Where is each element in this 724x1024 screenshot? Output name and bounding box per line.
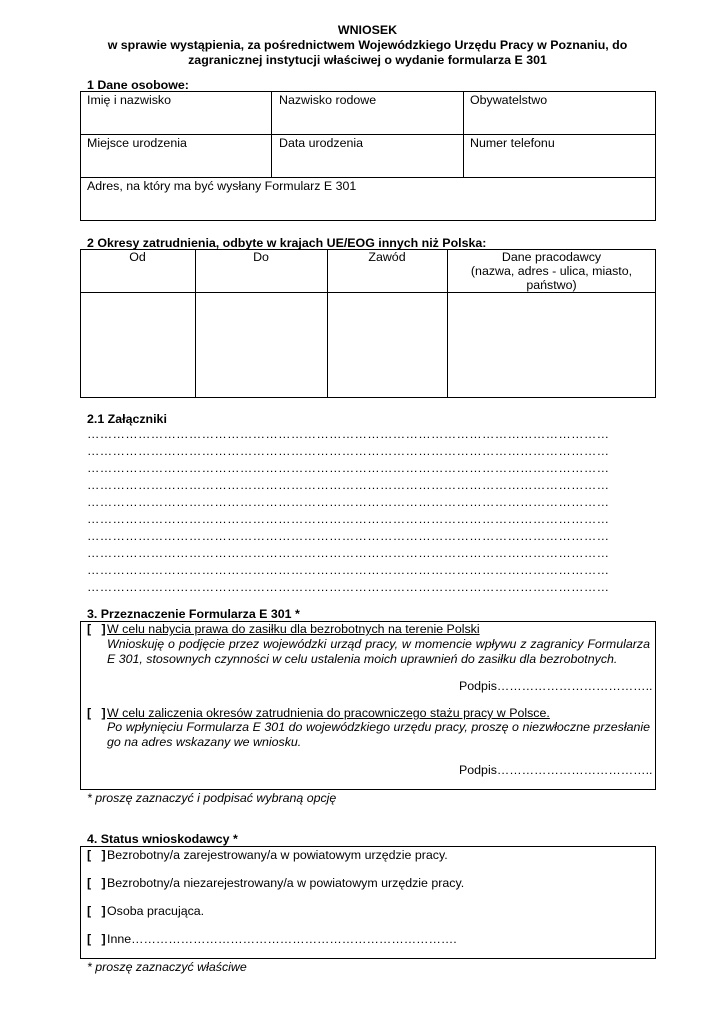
employment-employer-cell[interactable]	[448, 293, 655, 397]
section1-heading: 1 Dane osobowe:	[87, 78, 189, 92]
status-option2-label: Bezrobotny/a niezarejestrowany/a w powiatowym urzędzie pracy.	[107, 876, 465, 890]
field-full-name[interactable]: Imię i nazwisko	[87, 93, 172, 107]
purpose-option1-checkbox[interactable]: [ ]	[87, 622, 106, 636]
attachment-line[interactable]: ……………………………………………………………………………………………………………	[87, 563, 610, 577]
attachment-line[interactable]: ……………………………………………………………………………………………………………	[87, 529, 610, 543]
field-address[interactable]: Adres, na który ma być wysłany Formularz E 301	[87, 179, 357, 193]
col-employer-line1: Dane pracodawcy	[501, 250, 602, 264]
col-employer-line2: (nazwa, adres - ulica, miasto,	[470, 264, 633, 278]
purpose-option1-text: Wnioskuję o podjęcie przez wojewódzki urząd pracy, w momencie wpływu z zagranicy Formularza E 301, stosownych czynności w celu ustalenia moich uprawnień do zasiłku dla bezrobotnych.	[107, 637, 650, 666]
field-citizenship[interactable]: Obywatelstwo	[470, 93, 548, 107]
status-option3-checkbox[interactable]: [ ]	[87, 904, 106, 918]
section2-heading: 2 Okresy zatrudnienia, odbyte w krajach UE/EOG innych niż Polska:	[87, 236, 487, 250]
personal-data-table	[80, 91, 656, 221]
attachment-line[interactable]: ……………………………………………………………………………………………………………	[87, 427, 610, 441]
attachment-line[interactable]: ……………………………………………………………………………………………………………	[87, 478, 610, 492]
attachment-line[interactable]: ……………………………………………………………………………………………………………	[87, 512, 610, 526]
form-title: WNIOSEK	[337, 23, 398, 37]
purpose-option2-text: Po wpłynięciu Formularza E 301 do wojewódzkiego urzędu pracy, proszę o niezwłoczne przesłanie go na adres wskazany we wniosku.	[107, 720, 650, 749]
attachment-line[interactable]: ……………………………………………………………………………………………………………	[87, 461, 610, 475]
purpose-option2-signature[interactable]: Podpis………………………………..	[459, 763, 653, 777]
section4-heading: 4. Status wnioskodawcy *	[87, 832, 238, 846]
field-maiden-name[interactable]: Nazwisko rodowe	[279, 93, 377, 107]
status-option4-checkbox[interactable]: [ ]	[87, 932, 106, 946]
status-footnote: * proszę zaznaczyć właściwe	[87, 960, 247, 974]
status-option1-checkbox[interactable]: [ ]	[87, 848, 106, 862]
section3-heading: 3. Przeznaczenie Formularza E 301 *	[87, 607, 300, 621]
attachment-line[interactable]: ……………………………………………………………………………………………………………	[87, 444, 610, 458]
col-from: Od	[129, 250, 146, 264]
attachment-line[interactable]: ……………………………………………………………………………………………………………	[87, 546, 610, 560]
purpose-option2-title: W celu zaliczenia okresów zatrudnienia do pracowniczego stażu pracy w Polsce.	[107, 706, 550, 720]
status-option3-label: Osoba pracująca.	[107, 904, 205, 918]
form-subtitle-line2: zagranicznej instytucji właściwej o wydanie formularza E 301	[188, 53, 547, 67]
employment-from-cell[interactable]	[81, 293, 194, 397]
col-profession: Zawód	[368, 250, 406, 264]
attachment-line[interactable]: ……………………………………………………………………………………………………………	[87, 580, 610, 594]
purpose-option2-checkbox[interactable]: [ ]	[87, 706, 106, 720]
field-birth-place[interactable]: Miejsce urodzenia	[87, 136, 187, 150]
employment-profession-cell[interactable]	[328, 293, 446, 397]
status-option4-label[interactable]: Inne…………………………………………………………………….	[107, 932, 457, 946]
col-employer-line3: państwo)	[526, 278, 577, 292]
section21-heading: 2.1 Załączniki	[87, 412, 167, 426]
field-phone[interactable]: Numer telefonu	[470, 136, 555, 150]
purpose-footnote: * proszę zaznaczyć i podpisać wybraną opcję	[87, 791, 337, 805]
col-to: Do	[253, 250, 269, 264]
status-option2-checkbox[interactable]: [ ]	[87, 876, 106, 890]
purpose-option1-signature[interactable]: Podpis………………………………..	[459, 679, 653, 693]
purpose-option1-title: W celu nabycia prawa do zasiłku dla bezrobotnych na terenie Polski	[107, 622, 480, 636]
field-birth-date[interactable]: Data urodzenia	[279, 136, 364, 150]
employment-to-cell[interactable]	[196, 293, 326, 397]
form-subtitle-line1: w sprawie wystąpienia, za pośrednictwem Wojewódzkiego Urzędu Pracy w Poznaniu, do	[107, 38, 628, 52]
attachment-line[interactable]: ……………………………………………………………………………………………………………	[87, 495, 610, 509]
status-option1-label: Bezrobotny/a zarejestrowany/a w powiatowym urzędzie pracy.	[107, 848, 448, 862]
